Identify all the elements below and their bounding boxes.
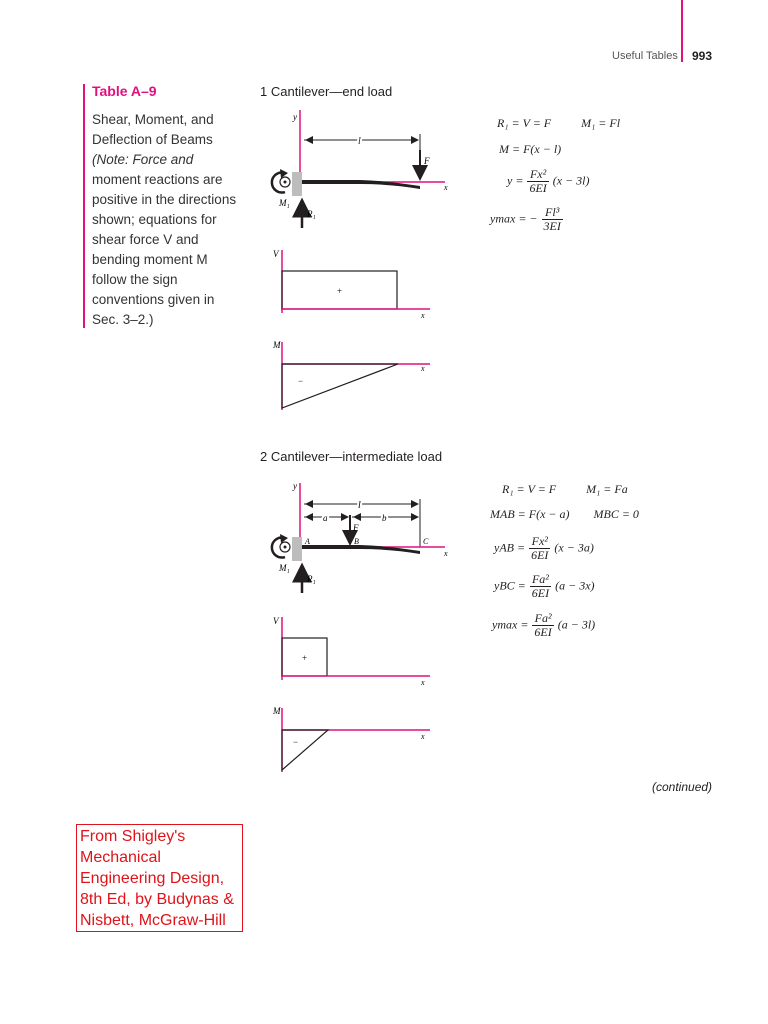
caption-line: conventions given in [92, 292, 215, 307]
plus-sign: + [302, 653, 308, 663]
moment-reaction-label: M₁ [279, 563, 290, 573]
caption-line: moment reactions are [92, 172, 223, 187]
force-label: F [353, 523, 359, 533]
eq-rest: (a − 3l) [557, 617, 596, 632]
eq-rest: (x − 3a) [554, 540, 594, 555]
table-sidebar-rule [83, 84, 85, 328]
eq-text: M₁ = Fa [586, 482, 628, 496]
caption-line: (Note: Force and [92, 152, 194, 167]
eq-rest: (a − 3x) [555, 578, 595, 593]
eq-fraction: $\frac{\text{Fa²}}{6EI}$ [534, 611, 552, 639]
point-b-label: B [354, 537, 359, 546]
eq-fraction: $\frac{\text{Fl³}}{3EI}$ [543, 205, 561, 233]
reaction-label: R₁ [307, 209, 316, 219]
x-axis-label: x [421, 364, 425, 373]
header-section: Useful Tables [612, 50, 678, 62]
eq-fraction: $\frac{\text{Fa²}}{6EI}$ [531, 572, 550, 600]
caption-line: Sec. 3–2.) [92, 312, 154, 327]
case1-moment-diagram [260, 338, 460, 418]
eq-text: R₁ = V = F [502, 482, 557, 496]
eq-lhs: y = [507, 173, 524, 188]
eq-lhs: yBC = [494, 578, 526, 593]
b-label: b [382, 513, 387, 523]
caption-line: follow the sign [92, 272, 178, 287]
moment-reaction-label: M₁ [279, 198, 290, 208]
shear-axis-label: V [273, 249, 279, 259]
eq-fraction: $\frac{\text{Fx²}}{6EI}$ [529, 167, 547, 195]
case2-eq-max-deflection [492, 612, 595, 639]
page-number: 993 [692, 49, 713, 63]
case2-title: 2 Cantilever—intermediate load [260, 449, 443, 464]
x-axis-label: x [421, 678, 425, 687]
x-axis-label: x [421, 311, 425, 320]
caption-line: bending moment M [92, 252, 208, 267]
eq-text: M₁ = Fl [581, 116, 621, 130]
eq-text: MBC = 0 [593, 507, 639, 521]
point-a-label: A [305, 537, 310, 546]
eq-lhs: ymax = − [490, 211, 538, 226]
minus-sign: − [298, 376, 304, 386]
case1-title: 1 Cantilever—end load [260, 84, 393, 99]
case2-beam-diagram [260, 475, 460, 600]
x-axis-label: x [444, 549, 448, 558]
case2-shear-diagram [260, 612, 460, 687]
case2-moment-diagram [260, 704, 460, 776]
x-axis-label: x [444, 183, 448, 192]
point-c-label: C [423, 537, 429, 546]
caption-line: positive in the directions [92, 192, 237, 207]
eq-lhs: yAB = [494, 540, 526, 555]
eq-text: MAB = F(x − a) [490, 507, 570, 521]
reaction-label: R₁ [307, 574, 316, 584]
eq-text: R₁ = V = F [497, 116, 552, 130]
caption-line: shear force V and [92, 232, 199, 247]
page-header [0, 0, 768, 70]
a-label: a [323, 513, 328, 523]
caption-line: Shear, Moment, and [92, 112, 214, 127]
case2-eq-deflection-bc [494, 573, 595, 600]
length-label: l [358, 136, 361, 147]
minus-sign: − [293, 737, 299, 747]
case1-beam-diagram [260, 100, 460, 235]
moment-axis-label: M [273, 706, 281, 716]
case1-eq-max-deflection [490, 206, 564, 233]
table-title: Table A–9 [92, 83, 157, 99]
shear-axis-label: V [273, 616, 279, 626]
case2-eq-reactions [502, 482, 628, 497]
moment-axis-label: M [273, 340, 281, 350]
case2-eq-moments [490, 507, 639, 522]
caption-line: shown; equations for [92, 212, 217, 227]
case2-eq-deflection-ab [494, 535, 594, 562]
force-label: F [424, 156, 430, 166]
header-rule [681, 0, 683, 62]
plus-sign: + [337, 286, 343, 296]
length-label: l [358, 500, 361, 511]
y-axis-label: y [293, 112, 297, 122]
case1-shear-diagram [260, 245, 460, 320]
case1-eq-reactions [497, 116, 620, 131]
eq-rest: (x − 3l) [552, 173, 590, 188]
source-note: From Shigley's Mechanical Engineering Design, 8th Ed, by Budynas & Nisbett, McGraw-Hill [76, 824, 243, 932]
eq-fraction: $\frac{\text{Fx²}}{6EI}$ [531, 534, 549, 562]
continued-note: (continued) [652, 780, 713, 794]
case1-eq-moment: M = F(x − l) [499, 142, 562, 156]
eq-lhs: ymax = [492, 617, 529, 632]
x-axis-label: x [421, 732, 425, 741]
caption-line: Deflection of Beams [92, 132, 213, 147]
y-axis-label: y [293, 481, 297, 491]
table-caption [92, 110, 242, 330]
case1-eq-deflection [507, 168, 590, 195]
